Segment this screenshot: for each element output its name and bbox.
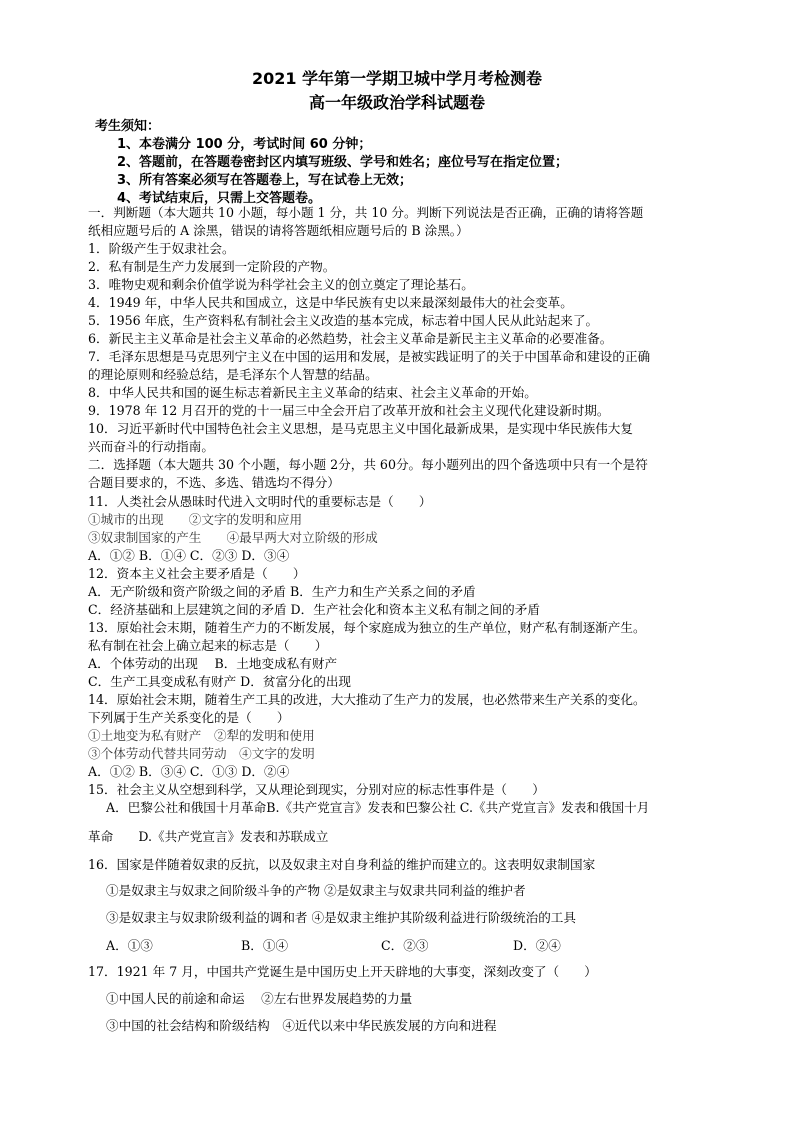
question-16-option-d: D．②④ [513,938,561,953]
question-14-statement: ③个体劳动代替共同劳动 ④文字的发明 [88,746,315,761]
notice-item: 4、考试结束后，只需上交答题卷。 [117,191,322,206]
question-11-statement: ①城市的出现 ②文字的发明和应用 [88,512,303,527]
question-10-cont: 兴而奋斗的行动指南。 [88,439,214,454]
question-2: 2．私有制是生产力发展到一定阶段的产物。 [88,259,336,274]
notice-item: 3、所有答案必须写在答题卷上，写在试卷上无效； [117,173,413,188]
question-13-options: A．个体劳动的出现 B．土地变成私有财产 [88,656,338,671]
question-16-option-a: A．①③ [106,938,153,953]
section1-heading-cont: 纸相应题号后的 A 涂黑，错误的请将答题纸相应题号后的 B 涂黑。） [88,223,469,238]
question-8: 8．中华人民共和国的诞生标志着新民主主义革命的结束、社会主义革命的开始。 [88,385,537,400]
question-17: 17．1921 年 7 月，中国共产党诞生是中国历史上开天辟地的大事变，深刻改变了（ ） [88,964,597,979]
question-15-options: A．巴黎公社和俄国十月革命B.《共产党宣言》发表和巴黎公社 C.《共产党宣言》发表和俄国十月 [106,800,650,815]
question-15-options-cont: 革命 D.《共产党宣言》发表和苏联成立 [88,829,329,844]
question-16-option-c: C．②③ [381,938,429,953]
question-12-options: C．经济基础和上层建筑之间的矛盾 D．生产社会化和资本主义私有制之间的矛盾 [88,602,540,617]
exam-title: 2021 学年第一学期卫城中学月考检测卷 [251,69,543,88]
question-6: 6．新民主主义革命是社会主义革命的必然趋势，社会主义革命是新民主主义革命的必要准备。 [88,331,613,346]
question-12: 12．资本主义社会主要矛盾是（ ） [88,566,306,581]
notice-item: 1、本卷满分 100 分，考试时间 60 分钟； [117,137,372,152]
section2-heading: 二．选择题（本大题共 30 个小题，每小题 2分，共 60分。每小题列出的四个备选项中只有一个是符 [88,457,648,472]
question-4: 4．1949 年，中华人民共和国成立，这是中华民族有史以来最深刻最伟大的社会变革。 [88,295,573,310]
question-3: 3．唯物史观和剩余价值学说为科学社会主义的创立奠定了理论基石。 [88,277,474,292]
question-10: 10．习近平新时代中国特色社会主义思想，是马克思主义中国化最新成果，是实现中华民族伟大复 [88,421,633,436]
question-7: 7．毛泽东思想是马克思列宁主义在中国的运用和发展，是被实践证明了的关于中国革命和建设的正确 [88,349,651,364]
question-13-cont: 私有制在社会上确立起来的标志是（ ） [88,638,328,653]
question-16-option-b: B．①④ [241,938,289,953]
section1-heading: 一．判断题（本大题共 10 小题，每小题 1 分，共 10 分。判断下列说法是否正确，正确的请将答题 [88,205,644,220]
question-14: 14．原始社会末期，随着生产工具的改进，大大推动了生产力的发展，也必然带来生产关系的变化。 [88,692,646,707]
section2-heading-cont: 合题目要求的，不选、多选、错选均不得分） [88,475,340,490]
question-12-options: A．无产阶级和资产阶级之间的矛盾 B．生产力和生产关系之间的矛盾 [88,584,476,599]
notice-heading: 考生须知： [95,119,161,134]
question-13-options: C．生产工具变成私有财产 D．贫富分化的出现 [88,674,352,689]
question-11-options: A．①② B．①④ C．②③ D．③④ [88,548,290,563]
question-14-cont: 下列属于生产关系变化的是（ ） [88,710,290,725]
question-1: 1．阶级产生于奴隶社会。 [88,241,235,256]
exam-subtitle: 高一年级政治学科试题卷 [308,93,485,112]
question-7-cont: 的理论原则和经验总结，是毛泽东个人智慧的结晶。 [88,367,378,382]
question-11-statement: ③奴隶制国家的产生 ④最早两大对立阶级的形成 [88,530,378,545]
question-14-options: A．①② B．③④ C．①③ D．②④ [88,764,290,779]
question-16-statement: ①是奴隶主与奴隶之间阶级斗争的产物 ②是奴隶主与奴隶共同利益的维护者 [106,883,526,898]
question-14-statement: ①土地变为私有财产 ②犁的发明和使用 [88,728,315,743]
notice-item: 2、答题前，在答题卷密封区内填写班级、学号和姓名；座位号写在指定位置； [117,155,569,170]
question-13: 13．原始社会末期，随着生产力的不断发展，每个家庭成为独立的生产单位，财产私有制逐渐产生。 [88,620,646,635]
question-16-statement: ③是奴隶主与奴隶阶级利益的调和者 ④是奴隶主维护其阶级利益进行阶级统治的工具 [106,910,576,925]
question-16: 16．国家是伴随着奴隶的反抗，以及奴隶主对自身利益的维护而建立的。这表明奴隶制国家 [88,857,596,872]
question-5: 5．1956 年底，生产资料私有制社会主义改造的基本完成，标志着中国人民从此站起来了。 [88,313,599,328]
question-9: 9．1978 年 12 月召开的党的十一届三中全会开启了改革开放和社会主义现代化建设新时期。 [88,403,610,418]
question-17-statement: ③中国的社会结构和阶级结构 ④近代以来中华民族发展的方向和进程 [106,1018,497,1033]
question-11: 11．人类社会从愚昧时代进入文明时代的重要标志是（ ） [88,494,432,509]
question-15: 15．社会主义从空想到科学，又从理论到现实，分别对应的标志性事件是（ ） [88,782,545,797]
question-17-statement: ①中国人民的前途和命运 ②左右世界发展趋势的力量 [106,991,413,1006]
